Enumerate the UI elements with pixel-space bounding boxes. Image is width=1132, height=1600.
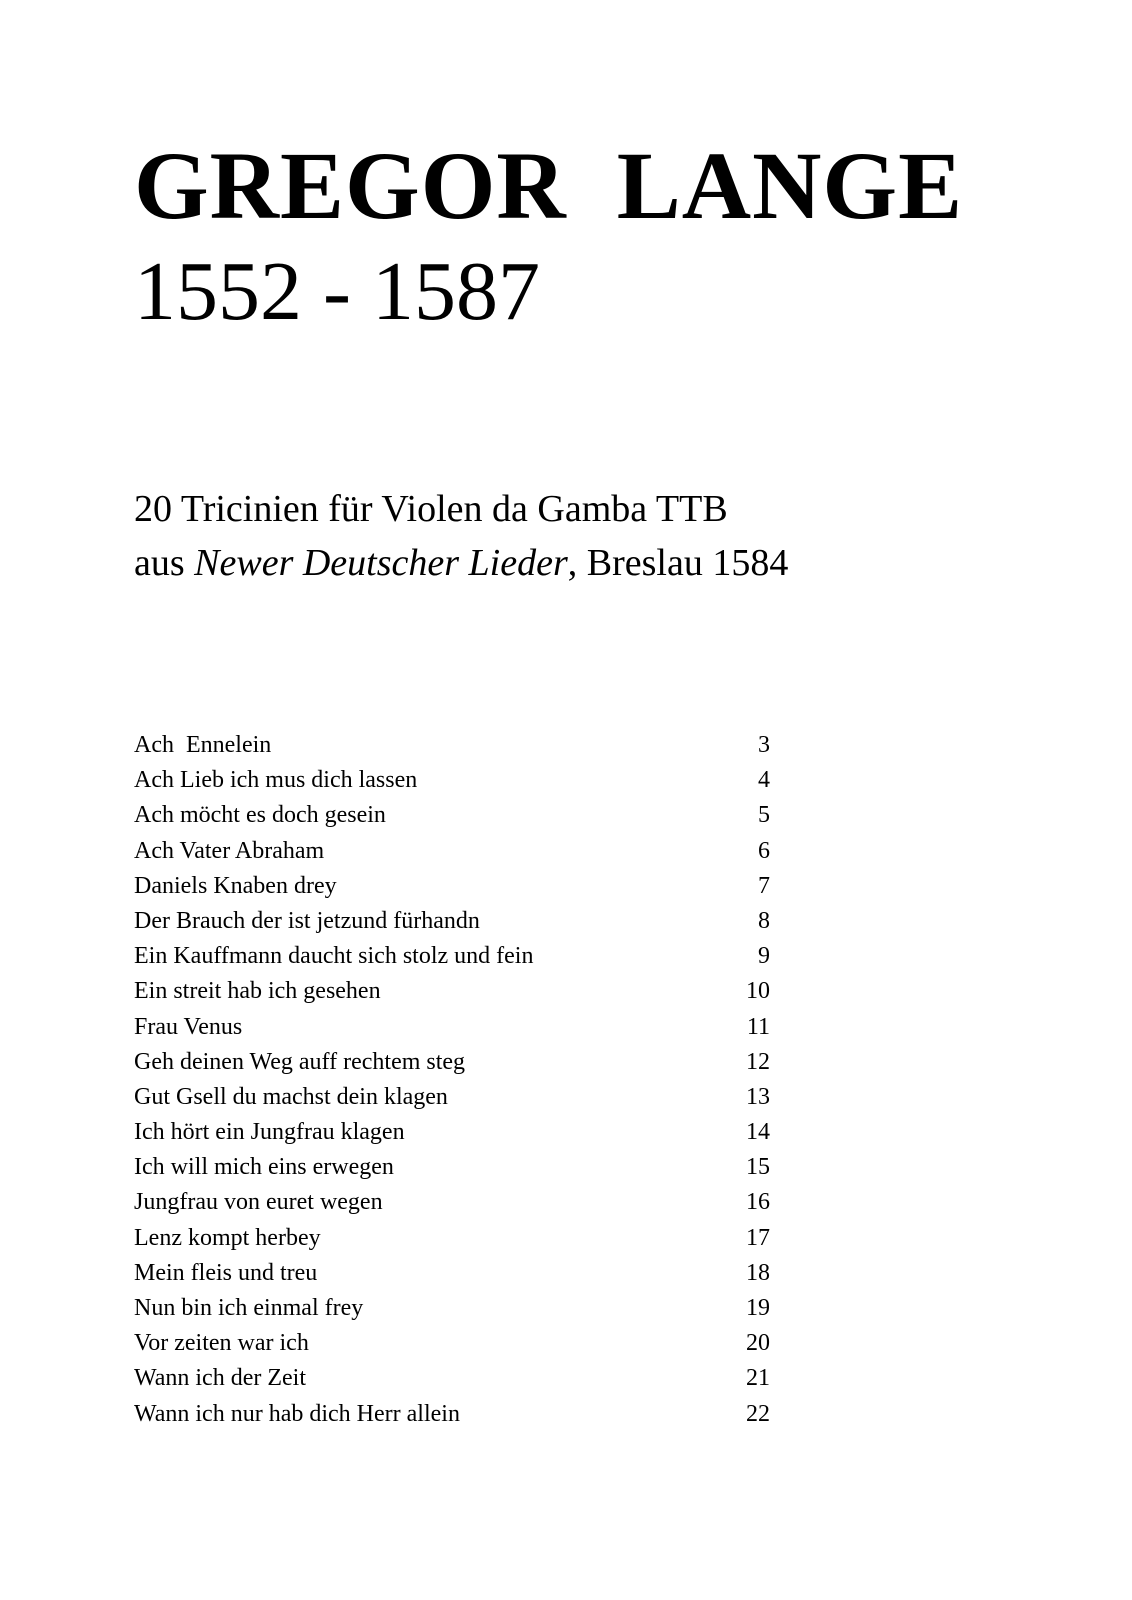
toc-entry (134, 1361, 770, 1396)
toc-entry-page: 14 (746, 1119, 770, 1146)
toc-entry-page: 10 (746, 978, 770, 1005)
toc-entry-title: Ich hört ein Jungfrau klagen (134, 1119, 405, 1146)
subtitle-line-1: 20 Tricinien für Violen da Gamba TTB (134, 488, 728, 530)
toc-entry (134, 1185, 770, 1220)
toc-entry-title: Daniels Knaben drey (134, 872, 337, 899)
toc-entry-page: 4 (758, 767, 770, 794)
toc-entry-title: Ach Lieb ich mus dich lassen (134, 767, 418, 794)
toc-entry-title: Geh deinen Weg auff rechtem steg (134, 1048, 466, 1075)
collection-subtitle (134, 482, 788, 590)
toc-entry-title: Ach Vater Abraham (134, 837, 325, 864)
toc-entry-page: 6 (758, 837, 770, 864)
toc-entry (134, 1150, 770, 1185)
toc-entry-page: 18 (746, 1259, 770, 1286)
toc-entry-title: Wann ich nur hab dich Herr allein (134, 1400, 460, 1427)
toc-entry (134, 1291, 770, 1326)
toc-entry (134, 1326, 770, 1361)
toc-entry-title: Ein streit hab ich gesehen (134, 978, 381, 1005)
toc-entry (134, 904, 770, 939)
toc-entry (134, 869, 770, 904)
toc-entry-page: 3 (758, 732, 770, 758)
toc-entry-title: Ach Ennelein (134, 732, 272, 758)
toc-entry (134, 1080, 770, 1115)
toc-entry-page: 7 (758, 872, 770, 899)
toc-entry (134, 939, 770, 974)
toc-entry (134, 1221, 770, 1256)
toc-entry-title: Ich will mich eins erwegen (134, 1154, 394, 1181)
toc-entry-title: Mein fleis und treu (134, 1259, 318, 1286)
toc-entry-title: Nun bin ich einmal frey (134, 1295, 364, 1321)
composer-dates: 1552 - 1587 (134, 245, 540, 338)
toc-entry-page: 20 (746, 1330, 770, 1357)
subtitle-prefix: aus (134, 542, 195, 584)
toc-entry-page: 9 (758, 943, 770, 970)
subtitle-suffix: , Breslau 1584 (567, 542, 789, 584)
toc-entry (134, 763, 770, 798)
toc-entry-page: 5 (758, 802, 770, 829)
toc-entry (134, 834, 770, 869)
toc-entry-title: Der Brauch der ist jetzund fürhandn (134, 907, 480, 934)
toc-entry (134, 1397, 770, 1432)
toc-entry (134, 1010, 770, 1045)
toc-entry (134, 1115, 770, 1150)
toc-entry-title: Ein Kauffmann daucht sich stolz und fein (134, 943, 534, 970)
toc-entry-page: 16 (746, 1189, 770, 1216)
source-title: Newer Deutscher Lieder (194, 542, 568, 584)
toc-entry-page: 13 (746, 1083, 770, 1110)
toc-entry-title: Vor zeiten war ich (134, 1330, 309, 1357)
toc-entry-title: Ach möcht es doch gesein (134, 802, 386, 829)
table-of-contents (134, 728, 770, 1432)
toc-entry-title: Lenz kompt herbey (134, 1224, 321, 1251)
subtitle-line-2 (134, 536, 788, 590)
toc-entry (134, 1256, 770, 1291)
toc-entry-page: 17 (746, 1224, 770, 1251)
composer-name: GREGOR LANGE (134, 132, 964, 239)
toc-entry-page: 11 (746, 1013, 770, 1040)
toc-entry-title: Frau Venus (134, 1013, 243, 1040)
toc-entry-page: 8 (758, 907, 770, 934)
toc-entry-title: Jungfrau von euret wegen (134, 1189, 383, 1216)
toc-entry (134, 974, 770, 1009)
toc-entry (134, 798, 770, 833)
toc-entry-title: Gut Gsell du machst dein klagen (134, 1083, 448, 1110)
toc-entry-page: 22 (746, 1400, 770, 1427)
toc-entry-page: 21 (746, 1365, 770, 1392)
toc-entry-page: 19 (746, 1295, 770, 1321)
toc-entry-title: Wann ich der Zeit (134, 1365, 306, 1392)
toc-entry-page: 12 (746, 1048, 770, 1075)
toc-entry (134, 1045, 770, 1080)
toc-entry-page: 15 (746, 1154, 770, 1181)
toc-entry (134, 728, 770, 763)
